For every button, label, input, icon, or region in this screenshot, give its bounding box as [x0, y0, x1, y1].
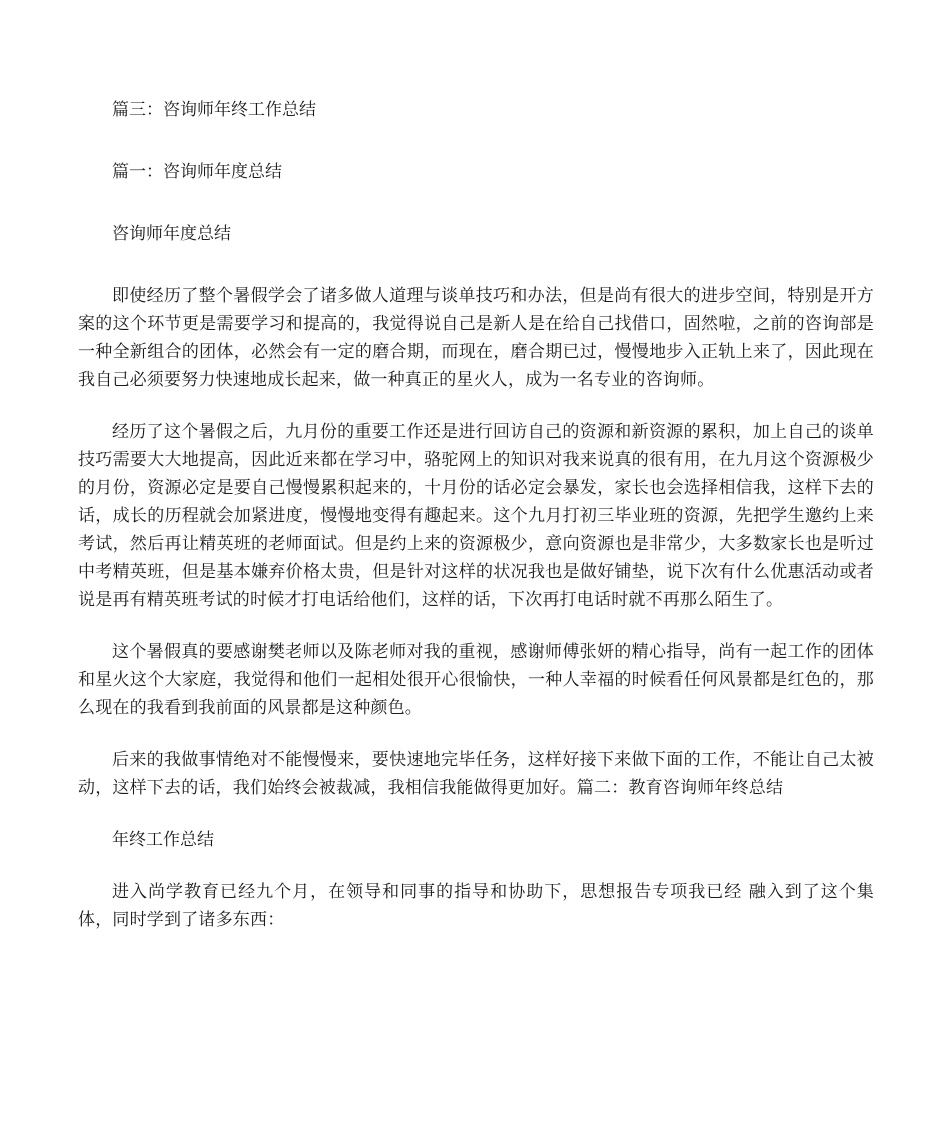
heading-part-three: 篇三：咨询师年终工作总结: [112, 100, 316, 120]
paragraph-4: 后来的我做事情绝对不能慢慢来，要快速地完毕任务，这样好接下来做下面的工作，不能让自己太被动，这样下去的话，我们始终会被裁减，我相信我能做得更加好。篇二：教育咨询师年终总结: [78, 750, 874, 798]
heading-part-one: 篇一：咨询师年度总结: [112, 162, 282, 182]
paragraph-5: 进入尚学教育已经九个月，在领导和同事的指导和协助下，思想报告专项我已经 融入到了这个集体，同时学到了诸多东西：: [78, 882, 874, 930]
document-page: [78, 96, 874, 934]
heading-annual-summary: 咨询师年度总结: [112, 224, 231, 244]
paragraph-2: 经历了这个暑假之后，九月份的重要工作还是进行回访自己的资源和新资源的累积，加上自己的谈单技巧需要大大地提高，因此近来都在学习中，骆驼网上的知识对我来说真的很有用，在九月这个资源极少的月份，资源必定是要自己慢慢累积起来的，十月份的话必定会暴发，家长也会选择相信我，这样下去的话，成长的历程就会加紧进度，慢慢地变得有趣起来。这个九月打初三毕业班的资源，先把学生邀约上来考试，然后再让精英班的老师面试。但是约上来的资源极少，意向资源也是非常少，大多数家长也是听过中考精英班，但是基本嫌弃价格太贵，但是针对这样的状况我也是做好铺垫，说下次有什么优惠活动或者说是再有精英班考试的时候才打电话给他们，这样的话，下次再打电话时就不再那么陌生了。: [78, 422, 874, 610]
heading-year-end-summary: 年终工作总结: [112, 830, 214, 850]
paragraph-3: 这个暑假真的要感谢樊老师以及陈老师对我的重视，感谢师傅张妍的精心指导，尚有一起工作的团体和星火这个大家庭，我觉得和他们一起相处很开心很愉快，一种人幸福的时候看任何风景都是红色的，那么现在的我看到我前面的风景都是这种颜色。: [78, 642, 874, 718]
paragraph-1: 即使经历了整个暑假学会了诸多做人道理与谈单技巧和办法，但是尚有很大的进步空间，特别是开方案的这个环节更是需要学习和提高的，我觉得说自己是新人是在给自己找借口，固然啦，之前的咨询部是一种全新组合的团体，必然会有一定的磨合期，而现在，磨合期已过，慢慢地步入正轨上来了，因此现在我自己必须要努力快速地成长起来，做一种真正的星火人，成为一名专业的咨询师。: [78, 286, 874, 390]
